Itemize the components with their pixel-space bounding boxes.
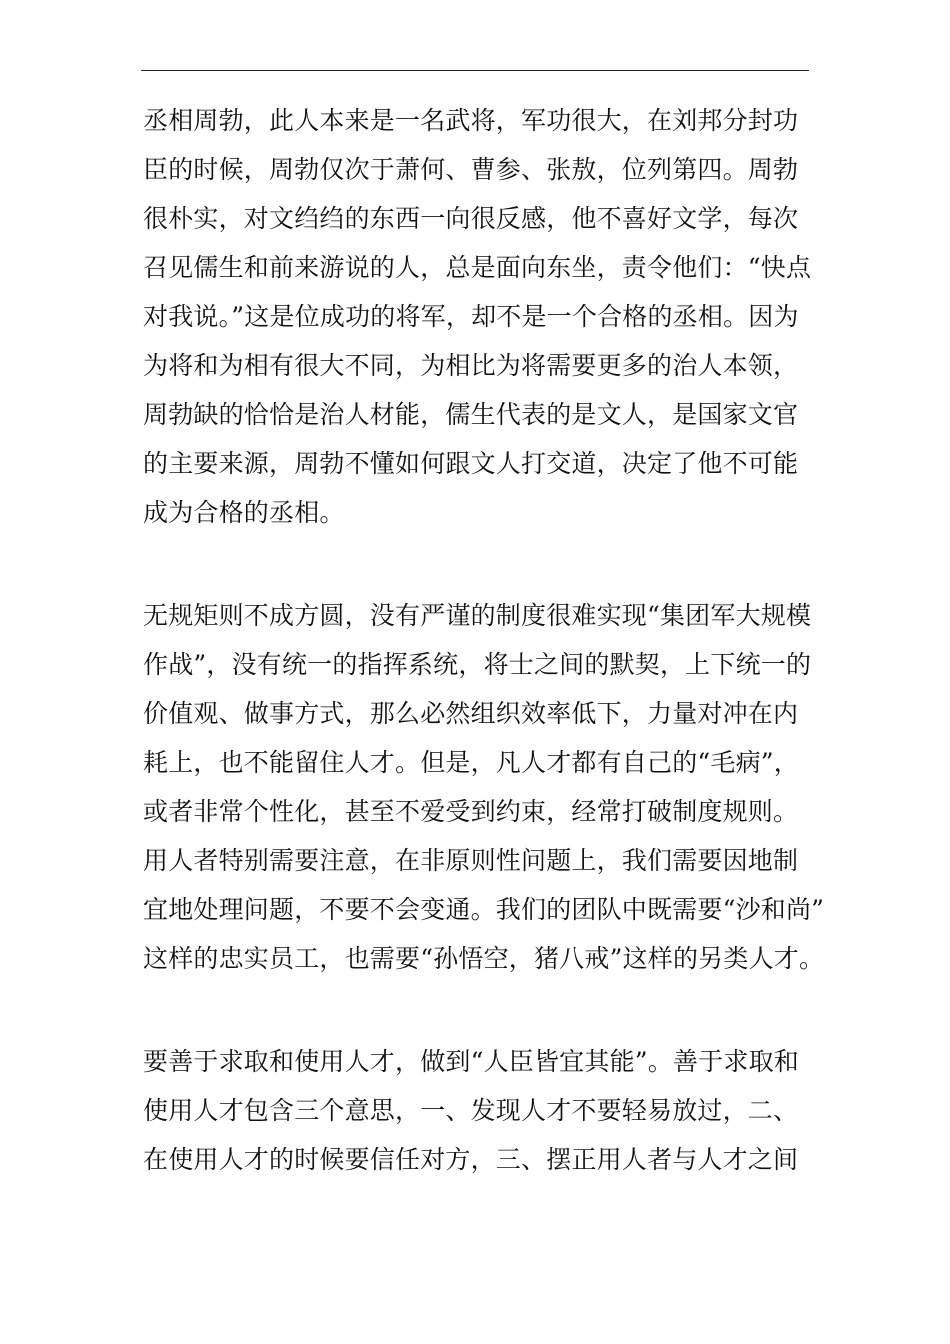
text-line: 或者非常个性化，甚至不爱受到约束，经常打破制度规则。 <box>143 797 799 826</box>
paragraph-zhou-bo <box>143 96 811 537</box>
paragraph-rules <box>143 591 825 983</box>
text-line: 作战”，没有统一的指挥系统，将士之间的默契，上下统一的 <box>143 650 812 679</box>
text-line: 成为合格的丞相。 <box>143 498 345 527</box>
text-line: 很朴实，对文绉绉的东西一向很反感，他不喜好文学，每次 <box>143 204 799 233</box>
text-line: 的主要来源，周勃不懂如何跟文人打交道，决定了他不可能 <box>143 449 799 478</box>
text-line: 丞相周勃，此人本来是一名武将，军功很大，在刘邦分封功 <box>143 106 799 135</box>
text-line: 用人者特别需要注意，在非原则性问题上，我们需要因地制 <box>143 846 799 875</box>
text-line: 价值观、做事方式，那么必然组织效率低下，力量对冲在内 <box>143 699 799 728</box>
text-line: 耗上，也不能留住人才。但是，凡人才都有自己的“毛病”， <box>143 748 799 777</box>
text-line: 为将和为相有很大不同，为相比为将需要更多的治人本领， <box>143 351 799 380</box>
text-line: 在使用人才的时候要信任对方，三、摆正用人者与人才之间 <box>143 1145 799 1174</box>
text-line: 臣的时候，周勃仅次于萧何、曹参、张敖，位列第四。周勃 <box>143 155 799 184</box>
paragraph-spacer <box>143 983 811 1037</box>
text-line: 无规矩则不成方圆，没有严谨的制度很难实现“集团军大规模 <box>143 601 812 630</box>
text-line: 使用人才包含三个意思，一、发现人才不要轻易放过，二、 <box>143 1096 799 1125</box>
text-line: 召见儒生和前来游说的人，总是面向东坐，责令他们：“快点 <box>143 253 812 282</box>
text-line: 宜地处理问题，不要不会变通。我们的团队中既需要“沙和尚” <box>143 895 825 924</box>
paragraph-spacer <box>143 537 811 591</box>
text-line: 这样的忠实员工，也需要“孙悟空，猪八戒”这样的另类人才。 <box>143 944 825 973</box>
header-rule <box>141 70 809 71</box>
body-text <box>143 96 825 1184</box>
text-line: 要善于求取和使用人才，做到“人臣皆宜其能”。善于求取和 <box>143 1047 799 1076</box>
paragraph-talent <box>143 1037 811 1184</box>
text-line: 对我说。”这是位成功的将军，却不是一个合格的丞相。因为 <box>143 302 799 331</box>
text-line: 周勃缺的恰恰是治人材能，儒生代表的是文人，是国家文官 <box>143 400 799 429</box>
